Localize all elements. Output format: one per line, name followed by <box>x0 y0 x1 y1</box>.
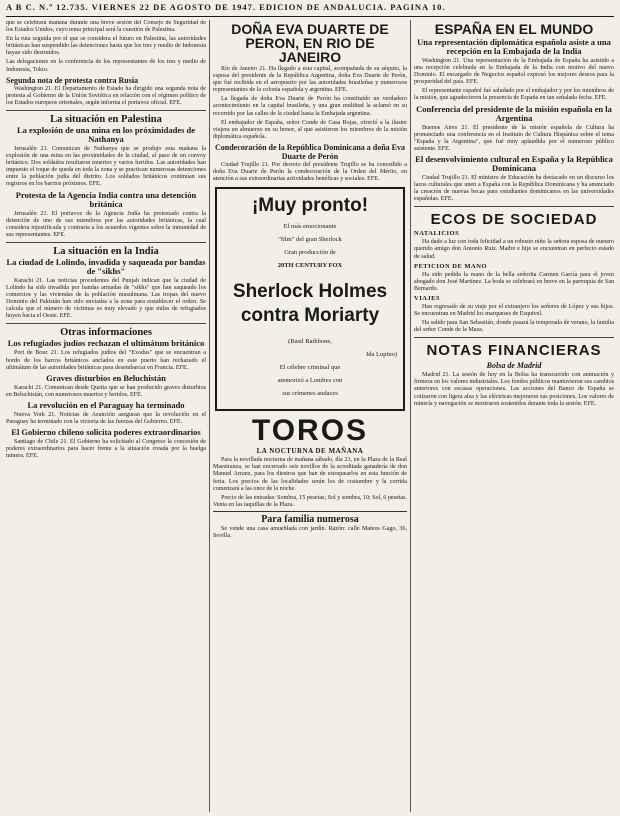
ad-film-title <box>223 280 397 328</box>
masthead: A B C. N.º 12.735. VIERNES 22 DE AGOSTO DE 1947. EDICION DE ANDALUCIA. PAGINA 10. <box>6 2 614 17</box>
subheadline-india: La ciudad de Lolindo, invadida y saqueada por bandas de "sikhs" <box>6 256 206 276</box>
ad-line: El célebre criminal que <box>279 364 341 372</box>
section-label: PETICION DE MANO <box>414 262 488 270</box>
ad-line: sus crímenes audaces <box>282 390 338 398</box>
headline-india: La situación en la India <box>53 245 159 257</box>
headline-eva-duarte: DOÑA EVA DUARTE DE PERON, EN RIO DE JANEIRO <box>231 21 389 65</box>
ad-line: Ida Lupino) <box>366 351 397 359</box>
article-paragraph: Jerusalén 21. El portavoz de la Agencia Judía ha protestado contra la detención de uno de sus miembros por las autoridades británicas, la cual considera injustificada y contraria a los acuerdos vigentes sobre la inmunidad de sus representantes. EFE. <box>6 210 206 238</box>
headline-protesta-rusia: Segunda nota de protesta contra Rusia <box>6 75 139 85</box>
divider <box>414 337 614 338</box>
column-right <box>414 20 614 812</box>
intro-paragraph: Las delegaciones en la conferencia de los representantes de los tres y medio de Indonesia, Tokio. <box>6 59 206 73</box>
subheadline-cultural: El desenvolvimiento cultural en España y la República Dominicana <box>415 153 613 173</box>
article-paragraph: Karachi 21. Las noticias procedentes del Punjab indican que la ciudad de Lolindo ha sido invadida por bandas armadas de "sikhs" que han saqueado los comercios y las viviendas de la población musulmana. Las tropas del nuevo Dominio del Pakistán han sido enviadas a la zona para restablecer el orden. Se calcula que el número de víctimas es muy elevado y que miles de refugiados huyen hacia el Oeste. EFE. <box>6 277 206 320</box>
ad-line: El más emocionante <box>283 223 337 231</box>
divider <box>414 206 614 207</box>
headline-agencia-india: Protesta de la Agencia India contra una detención británica <box>15 189 197 209</box>
article-paragraph: El embajador de España, señor Conde de Casa Rojas, ofreció a la ilustre viajera un almuerzo en su honor, al que asistieron los miembros de la misión diplomática española. <box>213 119 407 140</box>
column-left <box>6 20 206 812</box>
column-center <box>213 20 407 812</box>
subheadline-condecoracion: Condecoración de la República Dominicana a doña Eva Duarte de Perón <box>214 142 405 161</box>
article-paragraph: Karachi 21. Comunican desde Quetta que se han producido graves disturbios en Beluchistán, con numerosos muertos y heridos. EFE. <box>6 384 206 398</box>
article-paragraph: Río de Janeiro 21. Ha llegado a esta capital, acompañada de su séquito, la esposa del presidente de la República Argentina, doña Eva Duarte de Perón, que fué recibida en el aeropuerto por las autoridades brasileñas y numerosos representantes de la colonia española y argentina. EFE. <box>213 66 407 94</box>
subheadline-conferencia: Conferencia del presidente de la misión española en la Argentina <box>416 103 612 123</box>
section-title-financieras: NOTAS FINANCIERAS <box>426 342 602 360</box>
film-advertisement <box>215 187 405 411</box>
ad-line: Gran producción de <box>284 249 336 257</box>
headline-beluchistan: Graves disturbios en Beluchistán <box>46 372 166 383</box>
headline-espana-mundo: ESPAÑA EN EL MUNDO <box>434 21 594 37</box>
article-paragraph: Han regresado de su viaje por el extranjero los señores de López y sus hijos. Se encuentran en Madrid los marqueses de Esquivel. <box>414 303 614 317</box>
divider <box>6 110 206 111</box>
ad-title: ¡Muy pronto! <box>251 195 369 217</box>
article-paragraph: Jerusalén 21. Comunican de Nathanya que se produjo esta mañana la explosión de una mina en las proximidades de la ciudad, al paso de un convoy británico. Dos soldados resultaron muertos y varios heridos. Las autoridades han impuesto el toque de queda en toda la zona y se practican numerosas detenciones entre la población judía del distrito. Los soldados británicos continúan sus registros en los barrios próximos. EFE. <box>6 145 206 188</box>
article-paragraph: Port de Bouc 21. Los refugiados judíos del "Exodus" que se encuentran a bordo de los barcos británicos anclados en este puerto han rechazado el ultimátum de las autoridades británicas para desembarcar en Francia. EFE. <box>6 350 206 371</box>
headline-paraguay: La revolución en el Paraguay ha terminado <box>27 399 185 410</box>
ad-film-title-line: Sherlock Holmes <box>232 281 388 303</box>
ad-film-title-line: contra Moriarty <box>240 305 380 327</box>
subheadline-refugiados: Los refugiados judíos rechazan el ultimátum británico <box>7 338 205 349</box>
ad-line: "film" del gran Sherlock <box>278 236 342 244</box>
section-title-sociedad: ECOS DE SOCIEDAD <box>430 211 598 229</box>
article-paragraph: La llegada de doña Eva Duarte de Perón ha constituido un verdadero acontecimiento en la capital brasileña, y una gran multitud la aclamó en su recorrido por las calles de la ciudad hasta la Embajada argentina. <box>213 96 407 117</box>
article-paragraph: Ha dado a luz con toda felicidad a un robusto niño la señora esposa de nuestro querido amigo don Antonio Ruiz. Madre e hijo se encuentran en perfecto estado de salud. <box>414 239 614 260</box>
classified-text: Se vende una casa amueblada con jardín. Razón: calle Mateos Gago, 36, Sevilla. <box>213 525 407 539</box>
subheadline-embajada-india: Una representación diplomática española asiste a una recepción en la Embajada de la India <box>417 37 611 56</box>
section-label: NATALICIOS <box>414 230 460 238</box>
column-rule <box>410 20 411 812</box>
article-paragraph: Ha salido para San Sebastián, donde pasará la temporada de verano, la familia del señor Conde de la Maza. <box>414 320 614 334</box>
article-paragraph: Madrid 21. La sesión de hoy en la Bolsa ha transcurrido con animación y firmeza en los valores industriales. Los fondos públicos mantuvieron sus cambios anteriores con escasas operaciones. Las acciones del Banco de España se cotizaron con ligera alza y las eléctricas mejoraron sus posiciones. Los valores de minería y navegación se mostraron sostenidos durante toda la sesión. EFE. <box>414 372 614 407</box>
article-paragraph: El representante español fué saludado por el embajador y por los miembros de la misión, que agradecieron la presencia de España en tan señalada fecha. EFE. <box>414 88 614 102</box>
article-paragraph: Washington 21. Una representación de la Embajada de España ha asistido a una recepción celebrada en la Embajada de la India con motivo del nuevo Dominio. El encargado de Negocios español expresó los mejores deseos para la prosperidad del país. EFE. <box>414 58 614 86</box>
intro-paragraph: que se celebrará mañana durante una breve sesión del Consejo de Seguridad de los Estados Unidos, cuyo tema principal será la cuestión de Palestina. <box>6 20 206 34</box>
article-paragraph: Buenos Aires 21. El presidente de la misión española de Cultura ha pronunciado una conferencia en el Instituto de Cultura Hispánica sobre el tema "España y la Argentina", que fué muy aplaudida por el numeroso público asistente. EFE. <box>414 124 614 152</box>
article-paragraph: Precio de las entradas: Sombra, 15 pesetas; Sol y sombra, 10; Sol, 6 pesetas. Venta en las taquillas de la Plaza. <box>213 494 407 508</box>
ad-line: atemorizó a Londres con <box>277 377 343 385</box>
column-rule <box>209 20 210 812</box>
section-label: VIAJES <box>414 294 441 302</box>
article-paragraph: Santiago de Chile 21. El Gobierno ha solicitado al Congreso la concesión de poderes extraordinarios para hacer frente a la situación creada por la huelga minera. EFE. <box>6 439 206 460</box>
divider <box>6 242 206 243</box>
intro-paragraph: En la ruta seguida por el que se considera el futuro en Palestina, las autoridades británicas han suspendido las detenciones hasta que los tres y medio de Indonesia hayan sido destruidos. <box>6 36 206 57</box>
article-paragraph: Nueva York 21. Noticias de Asunción aseguran que la revolución en el Paraguay ha terminado con la victoria de las fuerzas del Gobierno. EFE. <box>6 411 206 425</box>
subheadline-bolsa: Bolsa de Madrid <box>486 361 542 371</box>
headline-toros: TOROS <box>251 414 369 448</box>
article-paragraph: Ciudad Trujillo 21. El ministro de Educación ha destacado en un discurso los lazos culturales que unen a España con la República Dominicana y ha anunciado la creación de nuevas becas para estudiantes dominicanos en las universidades españolas. EFE. <box>414 174 614 203</box>
ad-line: (Basil Rathbone, <box>288 338 332 346</box>
headline-chile: El Gobierno chileno solicita poderes extraordinarios <box>11 427 201 438</box>
article-paragraph: Ciudad Trujillo 21. Por decreto del presidente Trujillo se ha concedido a doña Eva Duarte de Perón la condecoración de la Orden del Mérito, en atención a sus extraordinarias actividades benéficas y sociales. EFE. <box>213 161 407 183</box>
classified-headline: Para familia numerosa <box>213 511 407 525</box>
headline-palestina: La situación en Palestina <box>50 113 162 125</box>
ad-studio: 20TH CENTURY FOX <box>277 262 343 270</box>
article-paragraph: Ha sido pedida la mano de la bella señorita Carmen García para el joven abogado don José Martínez. La boda se celebrará en breve en la parroquia de San Bernardo. <box>414 271 614 292</box>
headline-otras-informaciones: Otras informaciones <box>60 327 152 339</box>
subheadline-palestina: La explosión de una mina en los próximidades de Nathanya <box>16 124 196 144</box>
article-paragraph: Washington 21. El Departamento de Estado ha dirigido una segunda nota de protesta al Gobierno de la Unión Soviética en relación con el régimen político de los Estados europeos orientales, según informa el portavoz oficial. EFE. <box>6 85 206 106</box>
divider <box>6 323 206 324</box>
article-paragraph: Para la novillada nocturna de mañana sábado, día 23, en la Plaza de la Real Maestranza, se han encerrado seis novillos de la acreditada ganadería de don Manuel Arranz, para los diestros que han de estoquearlos en esta función de feria. Los precios de las localidades serán los de costumbre y la corrida comenzará a las once de la noche. <box>213 457 407 492</box>
subheadline-toros: LA NOCTURNA DE MAÑANA <box>256 447 364 456</box>
